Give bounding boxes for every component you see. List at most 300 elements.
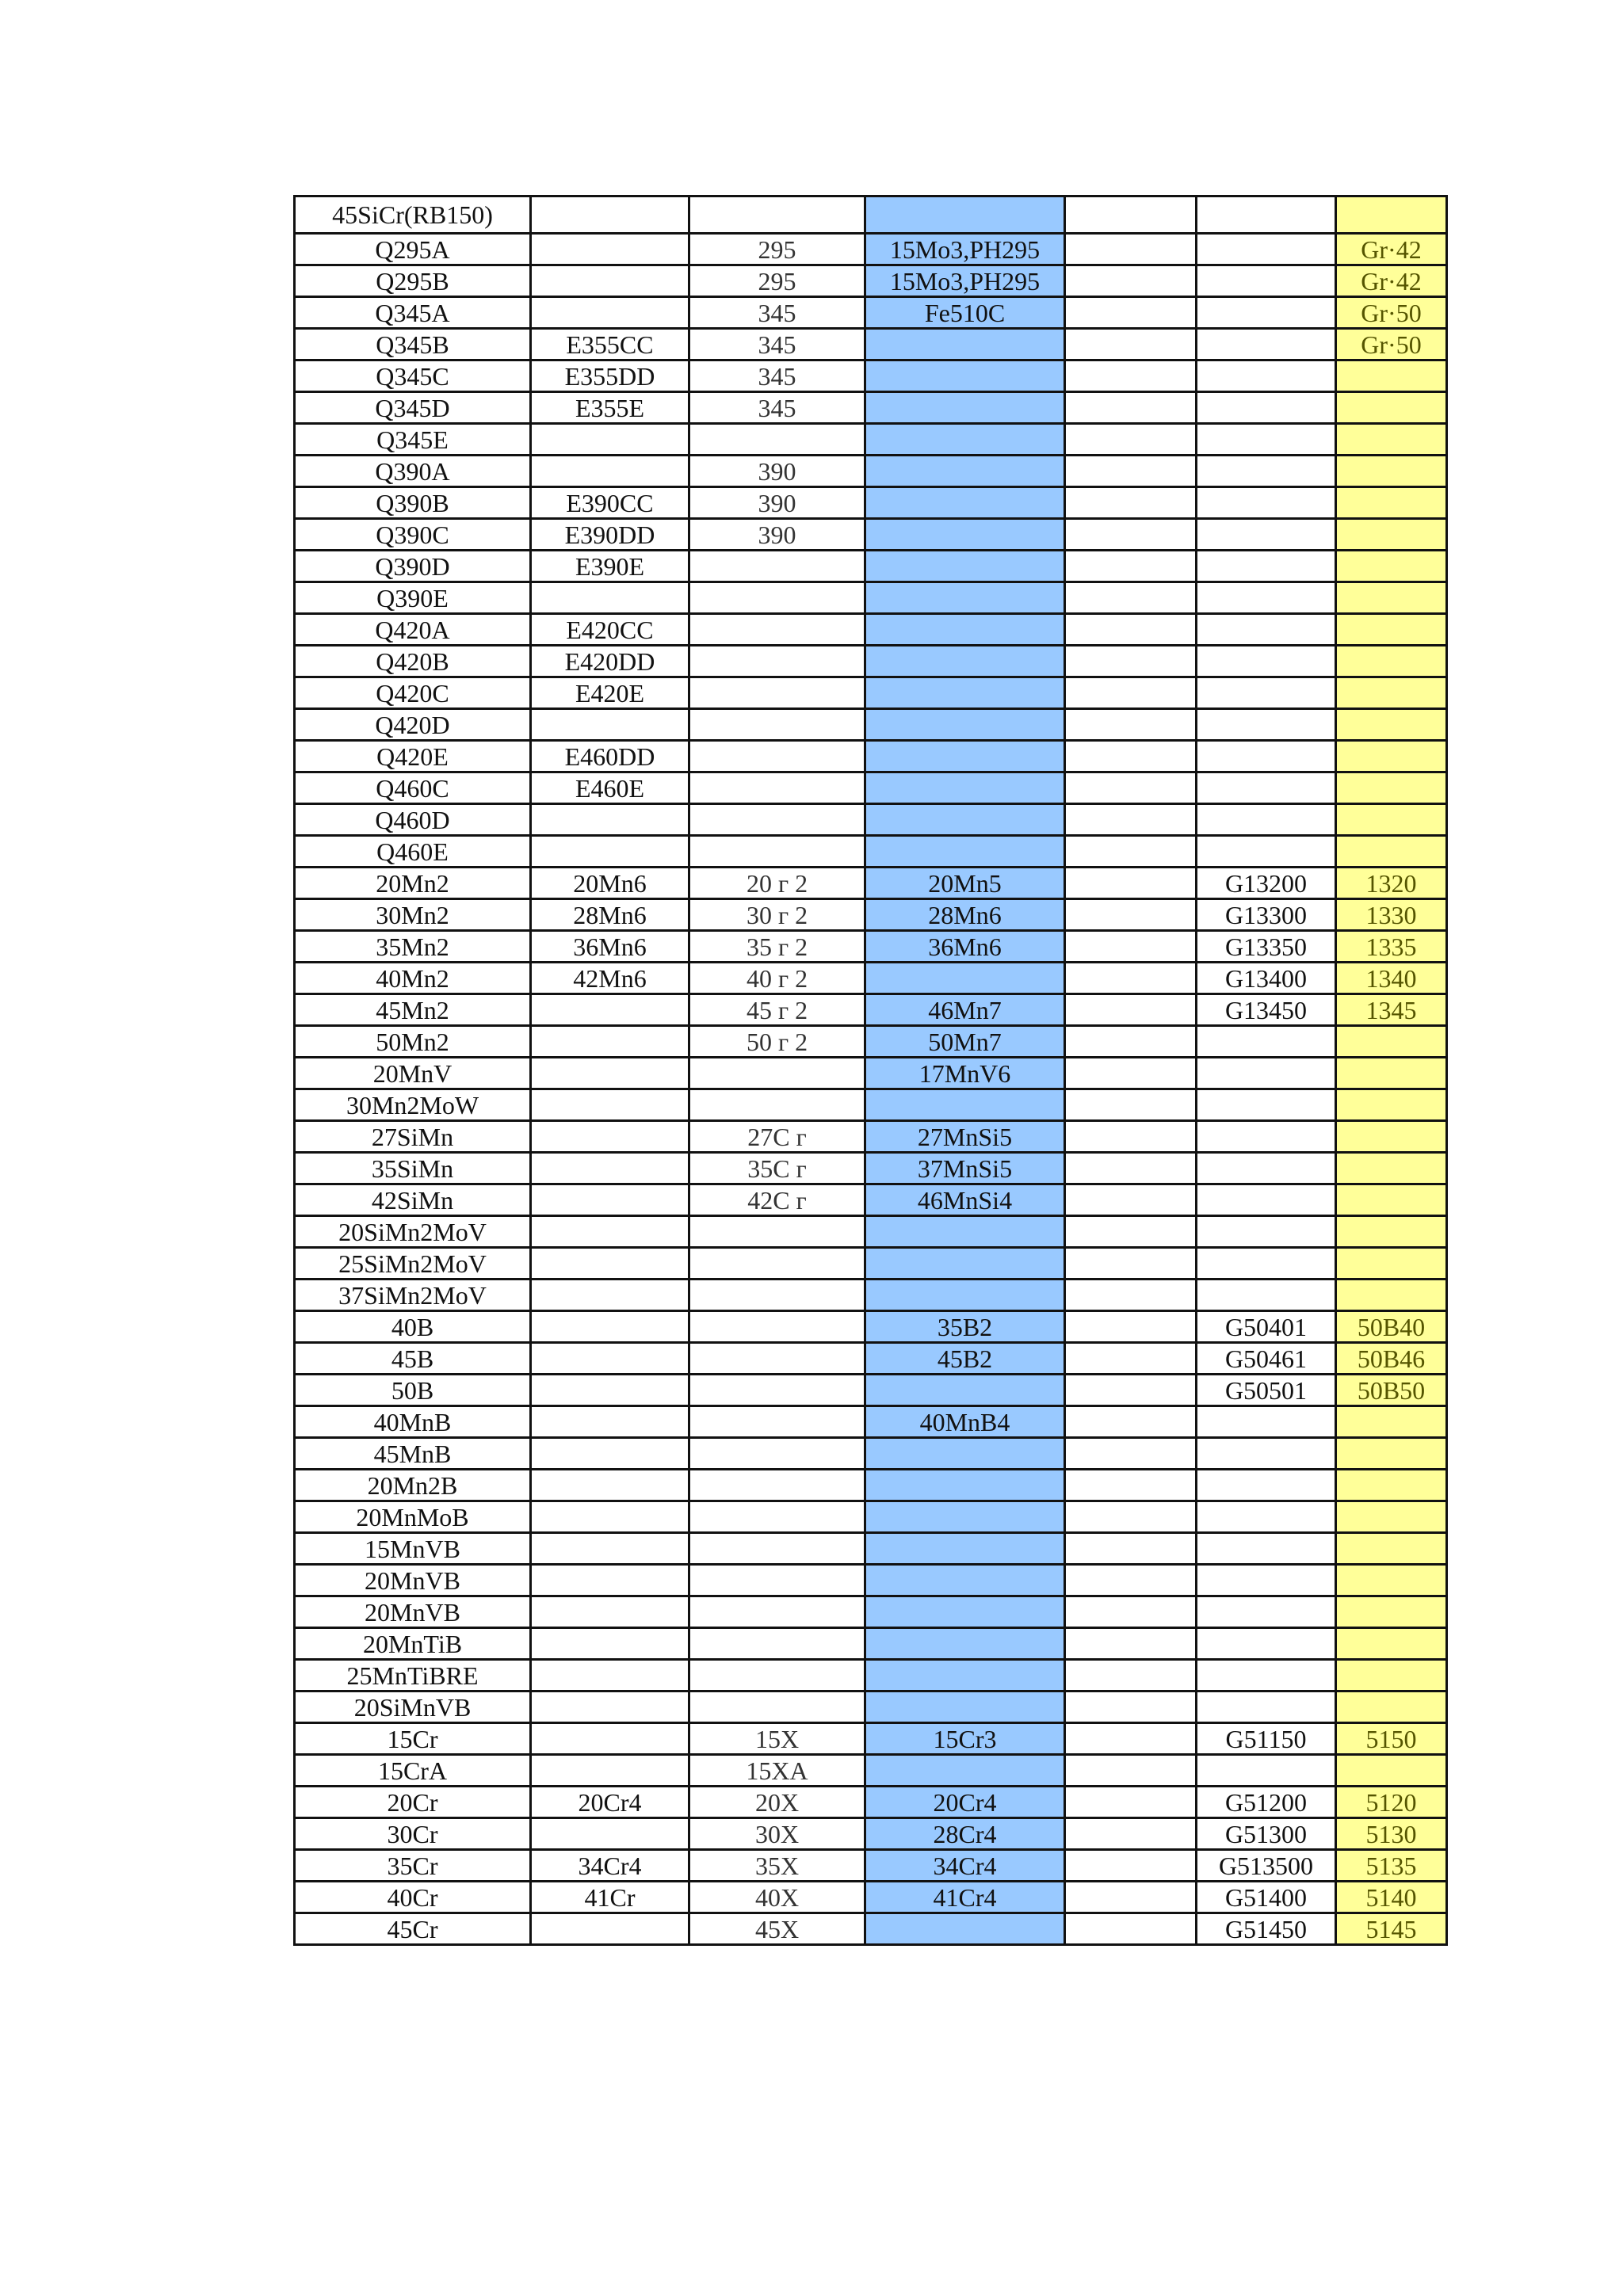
- table-row: [295, 1660, 1447, 1691]
- jis-grade-cell: [1065, 709, 1197, 741]
- gost-grade-cell: [689, 1438, 865, 1470]
- jis-grade-cell: [1065, 741, 1197, 772]
- table-row: [295, 614, 1447, 646]
- jis-grade-cell: [1065, 994, 1197, 1026]
- jis-grade-cell: [1065, 931, 1197, 963]
- iso-grade-cell: [531, 804, 689, 836]
- table-row: [295, 487, 1447, 519]
- uns-grade-cell: G51300: [1197, 1818, 1336, 1850]
- table-row: [295, 1596, 1447, 1628]
- aisi-grade-cell: [1336, 677, 1447, 709]
- table-row: [295, 1818, 1447, 1850]
- jis-grade-cell: [1065, 234, 1197, 265]
- table-row: [295, 646, 1447, 677]
- uns-grade-cell: [1197, 1026, 1336, 1058]
- gb-grade-cell: 45B: [295, 1343, 531, 1375]
- table-row: [295, 329, 1447, 360]
- din-grade-cell: [865, 1501, 1065, 1533]
- gost-grade-cell: 30 г 2: [689, 899, 865, 931]
- uns-grade-cell: [1197, 456, 1336, 487]
- uns-grade-cell: [1197, 234, 1336, 265]
- uns-grade-cell: [1197, 1280, 1336, 1311]
- table-row: [295, 424, 1447, 456]
- gost-grade-cell: [689, 741, 865, 772]
- table-row: [295, 1375, 1447, 1406]
- din-grade-cell: 28Mn6: [865, 899, 1065, 931]
- aisi-grade-cell: [1336, 741, 1447, 772]
- din-grade-cell: 41Cr4: [865, 1882, 1065, 1913]
- uns-grade-cell: G513500: [1197, 1850, 1336, 1882]
- iso-grade-cell: [531, 1913, 689, 1945]
- iso-grade-cell: [531, 1375, 689, 1406]
- din-grade-cell: [865, 582, 1065, 614]
- gb-grade-cell: 20MnTiB: [295, 1628, 531, 1660]
- din-grade-cell: 46Mn7: [865, 994, 1065, 1026]
- din-grade-cell: 28Cr4: [865, 1818, 1065, 1850]
- iso-grade-cell: [531, 582, 689, 614]
- table-row: [295, 1565, 1447, 1596]
- gost-grade-cell: 295: [689, 234, 865, 265]
- gb-grade-cell: Q460C: [295, 772, 531, 804]
- din-grade-cell: 45B2: [865, 1343, 1065, 1375]
- iso-grade-cell: 28Mn6: [531, 899, 689, 931]
- table-row: [295, 519, 1447, 551]
- gost-grade-cell: 295: [689, 265, 865, 297]
- table-row: [295, 1723, 1447, 1755]
- uns-grade-cell: G51450: [1197, 1913, 1336, 1945]
- iso-grade-cell: [531, 1660, 689, 1691]
- jis-grade-cell: [1065, 1216, 1197, 1248]
- gost-grade-cell: 345: [689, 360, 865, 392]
- jis-grade-cell: [1065, 1913, 1197, 1945]
- aisi-grade-cell: [1336, 1691, 1447, 1723]
- gb-grade-cell: Q460D: [295, 804, 531, 836]
- gb-grade-cell: 45MnB: [295, 1438, 531, 1470]
- uns-grade-cell: G13200: [1197, 868, 1336, 899]
- table-row: [295, 1121, 1447, 1153]
- gb-grade-cell: Q420E: [295, 741, 531, 772]
- jis-grade-cell: [1065, 1026, 1197, 1058]
- table-row: [295, 196, 1447, 234]
- gb-grade-cell: 20Mn2: [295, 868, 531, 899]
- iso-grade-cell: [531, 1438, 689, 1470]
- table-row: [295, 1343, 1447, 1375]
- uns-grade-cell: [1197, 1533, 1336, 1565]
- aisi-grade-cell: [1336, 551, 1447, 582]
- iso-grade-cell: E355DD: [531, 360, 689, 392]
- table-row: [295, 1913, 1447, 1945]
- gb-grade-cell: 40B: [295, 1311, 531, 1343]
- iso-grade-cell: [531, 265, 689, 297]
- din-grade-cell: 37MnSi5: [865, 1153, 1065, 1184]
- gost-grade-cell: 345: [689, 392, 865, 424]
- din-grade-cell: [865, 329, 1065, 360]
- din-grade-cell: Fe510C: [865, 297, 1065, 329]
- gb-grade-cell: 35Mn2: [295, 931, 531, 963]
- din-grade-cell: [865, 1470, 1065, 1501]
- din-grade-cell: [865, 1691, 1065, 1723]
- gb-grade-cell: 40Mn2: [295, 963, 531, 994]
- gb-grade-cell: 20SiMnVB: [295, 1691, 531, 1723]
- jis-grade-cell: [1065, 1375, 1197, 1406]
- iso-grade-cell: [531, 836, 689, 868]
- din-grade-cell: [865, 196, 1065, 234]
- jis-grade-cell: [1065, 1818, 1197, 1850]
- gost-grade-cell: 390: [689, 487, 865, 519]
- aisi-grade-cell: [1336, 836, 1447, 868]
- uns-grade-cell: [1197, 1470, 1336, 1501]
- gb-grade-cell: Q420D: [295, 709, 531, 741]
- jis-grade-cell: [1065, 1723, 1197, 1755]
- uns-grade-cell: [1197, 804, 1336, 836]
- gost-grade-cell: 35 г 2: [689, 931, 865, 963]
- table-row: [295, 963, 1447, 994]
- iso-grade-cell: [531, 1596, 689, 1628]
- din-grade-cell: 15Mo3,PH295: [865, 234, 1065, 265]
- uns-grade-cell: [1197, 1058, 1336, 1089]
- table-row: [295, 836, 1447, 868]
- aisi-grade-cell: [1336, 646, 1447, 677]
- aisi-grade-cell: 1345: [1336, 994, 1447, 1026]
- uns-grade-cell: [1197, 1184, 1336, 1216]
- iso-grade-cell: [531, 424, 689, 456]
- gb-grade-cell: 15Cr: [295, 1723, 531, 1755]
- din-grade-cell: [865, 677, 1065, 709]
- jis-grade-cell: [1065, 963, 1197, 994]
- jis-grade-cell: [1065, 1280, 1197, 1311]
- gost-grade-cell: [689, 1375, 865, 1406]
- jis-grade-cell: [1065, 1184, 1197, 1216]
- din-grade-cell: [865, 1438, 1065, 1470]
- gost-grade-cell: [689, 1280, 865, 1311]
- table-row: [295, 709, 1447, 741]
- aisi-grade-cell: [1336, 196, 1447, 234]
- aisi-grade-cell: [1336, 614, 1447, 646]
- iso-grade-cell: E390CC: [531, 487, 689, 519]
- gb-grade-cell: 45SiCr(RB150): [295, 196, 531, 234]
- iso-grade-cell: [531, 1058, 689, 1089]
- aisi-grade-cell: [1336, 1248, 1447, 1280]
- din-grade-cell: [865, 392, 1065, 424]
- table-row: [295, 741, 1447, 772]
- gost-grade-cell: 40X: [689, 1882, 865, 1913]
- table-row: [295, 1280, 1447, 1311]
- aisi-grade-cell: 5130: [1336, 1818, 1447, 1850]
- gb-grade-cell: Q345A: [295, 297, 531, 329]
- iso-grade-cell: [531, 1216, 689, 1248]
- jis-grade-cell: [1065, 1533, 1197, 1565]
- jis-grade-cell: [1065, 1596, 1197, 1628]
- jis-grade-cell: [1065, 677, 1197, 709]
- jis-grade-cell: [1065, 1628, 1197, 1660]
- table-row: [295, 1850, 1447, 1882]
- gb-grade-cell: Q295B: [295, 265, 531, 297]
- jis-grade-cell: [1065, 1089, 1197, 1121]
- gb-grade-cell: 20Mn2B: [295, 1470, 531, 1501]
- din-grade-cell: 15Mo3,PH295: [865, 265, 1065, 297]
- din-grade-cell: [865, 1533, 1065, 1565]
- iso-grade-cell: E390E: [531, 551, 689, 582]
- uns-grade-cell: [1197, 1153, 1336, 1184]
- aisi-grade-cell: [1336, 392, 1447, 424]
- uns-grade-cell: G50501: [1197, 1375, 1336, 1406]
- aisi-grade-cell: [1336, 1216, 1447, 1248]
- aisi-grade-cell: [1336, 1058, 1447, 1089]
- table-row: [295, 392, 1447, 424]
- aisi-grade-cell: [1336, 1660, 1447, 1691]
- din-grade-cell: [865, 804, 1065, 836]
- gost-grade-cell: 20X: [689, 1787, 865, 1818]
- din-grade-cell: 17MnV6: [865, 1058, 1065, 1089]
- gost-grade-cell: [689, 709, 865, 741]
- jis-grade-cell: [1065, 1438, 1197, 1470]
- uns-grade-cell: [1197, 677, 1336, 709]
- din-grade-cell: [865, 1089, 1065, 1121]
- table-row: [295, 551, 1447, 582]
- uns-grade-cell: G51400: [1197, 1882, 1336, 1913]
- table-row: [295, 582, 1447, 614]
- aisi-grade-cell: [1336, 582, 1447, 614]
- table-row: [295, 1882, 1447, 1913]
- gost-grade-cell: 390: [689, 456, 865, 487]
- aisi-grade-cell: [1336, 456, 1447, 487]
- aisi-grade-cell: 1340: [1336, 963, 1447, 994]
- gb-grade-cell: 15MnVB: [295, 1533, 531, 1565]
- gost-grade-cell: 45X: [689, 1913, 865, 1945]
- jis-grade-cell: [1065, 1248, 1197, 1280]
- gost-grade-cell: 50 г 2: [689, 1026, 865, 1058]
- table-row: [295, 1691, 1447, 1723]
- jis-grade-cell: [1065, 836, 1197, 868]
- gost-grade-cell: [689, 646, 865, 677]
- aisi-grade-cell: [1336, 772, 1447, 804]
- din-grade-cell: [865, 1913, 1065, 1945]
- din-grade-cell: [865, 1248, 1065, 1280]
- table-row: [295, 1089, 1447, 1121]
- uns-grade-cell: [1197, 1406, 1336, 1438]
- iso-grade-cell: [531, 1470, 689, 1501]
- aisi-grade-cell: [1336, 1501, 1447, 1533]
- iso-grade-cell: [531, 1184, 689, 1216]
- table-row: [295, 1311, 1447, 1343]
- gb-grade-cell: 15CrA: [295, 1755, 531, 1787]
- table-row: [295, 1470, 1447, 1501]
- jis-grade-cell: [1065, 1153, 1197, 1184]
- iso-grade-cell: [531, 1153, 689, 1184]
- iso-grade-cell: [531, 1533, 689, 1565]
- gost-grade-cell: [689, 196, 865, 234]
- table-row: [295, 1248, 1447, 1280]
- din-grade-cell: 35B2: [865, 1311, 1065, 1343]
- din-grade-cell: [865, 1660, 1065, 1691]
- aisi-grade-cell: [1336, 1026, 1447, 1058]
- iso-grade-cell: [531, 1089, 689, 1121]
- iso-grade-cell: [531, 994, 689, 1026]
- table-row: [295, 1184, 1447, 1216]
- gost-grade-cell: [689, 1470, 865, 1501]
- gb-grade-cell: Q420B: [295, 646, 531, 677]
- gb-grade-cell: 40MnB: [295, 1406, 531, 1438]
- iso-grade-cell: [531, 196, 689, 234]
- iso-grade-cell: [531, 1248, 689, 1280]
- jis-grade-cell: [1065, 392, 1197, 424]
- uns-grade-cell: [1197, 836, 1336, 868]
- gb-grade-cell: 20SiMn2MoV: [295, 1216, 531, 1248]
- aisi-grade-cell: [1336, 1470, 1447, 1501]
- jis-grade-cell: [1065, 265, 1197, 297]
- uns-grade-cell: [1197, 614, 1336, 646]
- uns-grade-cell: [1197, 1216, 1336, 1248]
- iso-grade-cell: E460DD: [531, 741, 689, 772]
- table-row: [295, 804, 1447, 836]
- din-grade-cell: 20Cr4: [865, 1787, 1065, 1818]
- iso-grade-cell: E460E: [531, 772, 689, 804]
- gb-grade-cell: Q390E: [295, 582, 531, 614]
- iso-grade-cell: [531, 1311, 689, 1343]
- aisi-grade-cell: 50B50: [1336, 1375, 1447, 1406]
- gost-grade-cell: 20 г 2: [689, 868, 865, 899]
- aisi-grade-cell: 50B40: [1336, 1311, 1447, 1343]
- din-grade-cell: [865, 1280, 1065, 1311]
- table-row: [295, 265, 1447, 297]
- aisi-grade-cell: [1336, 519, 1447, 551]
- iso-grade-cell: [531, 1343, 689, 1375]
- iso-grade-cell: 20Mn6: [531, 868, 689, 899]
- jis-grade-cell: [1065, 582, 1197, 614]
- aisi-grade-cell: [1336, 709, 1447, 741]
- gb-grade-cell: 20MnMoB: [295, 1501, 531, 1533]
- table-row: [295, 868, 1447, 899]
- table-row: [295, 1153, 1447, 1184]
- aisi-grade-cell: [1336, 1755, 1447, 1787]
- aisi-grade-cell: [1336, 1438, 1447, 1470]
- table-row: [295, 360, 1447, 392]
- gb-grade-cell: Q390C: [295, 519, 531, 551]
- din-grade-cell: [865, 646, 1065, 677]
- aisi-grade-cell: Gr·50: [1336, 297, 1447, 329]
- aisi-grade-cell: [1336, 424, 1447, 456]
- iso-grade-cell: [531, 234, 689, 265]
- jis-grade-cell: [1065, 1882, 1197, 1913]
- table-row: [295, 899, 1447, 931]
- iso-grade-cell: [531, 297, 689, 329]
- gost-grade-cell: 15XA: [689, 1755, 865, 1787]
- din-grade-cell: 40MnB4: [865, 1406, 1065, 1438]
- uns-grade-cell: [1197, 1121, 1336, 1153]
- gb-grade-cell: Q345E: [295, 424, 531, 456]
- gb-grade-cell: Q420A: [295, 614, 531, 646]
- uns-grade-cell: G13450: [1197, 994, 1336, 1026]
- gost-grade-cell: [689, 582, 865, 614]
- jis-grade-cell: [1065, 1406, 1197, 1438]
- gb-grade-cell: Q460E: [295, 836, 531, 868]
- gost-grade-cell: 345: [689, 297, 865, 329]
- din-grade-cell: [865, 1375, 1065, 1406]
- jis-grade-cell: [1065, 772, 1197, 804]
- din-grade-cell: 50Mn7: [865, 1026, 1065, 1058]
- iso-grade-cell: [531, 1755, 689, 1787]
- uns-grade-cell: [1197, 1089, 1336, 1121]
- gost-grade-cell: [689, 1565, 865, 1596]
- uns-grade-cell: G51150: [1197, 1723, 1336, 1755]
- uns-grade-cell: G50461: [1197, 1343, 1336, 1375]
- din-grade-cell: [865, 772, 1065, 804]
- gost-grade-cell: 27C г: [689, 1121, 865, 1153]
- aisi-grade-cell: [1336, 1628, 1447, 1660]
- gost-grade-cell: [689, 1596, 865, 1628]
- uns-grade-cell: [1197, 265, 1336, 297]
- gost-grade-cell: 40 г 2: [689, 963, 865, 994]
- gb-grade-cell: 20MnVB: [295, 1565, 531, 1596]
- din-grade-cell: [865, 519, 1065, 551]
- table-row: [295, 1026, 1447, 1058]
- aisi-grade-cell: [1336, 1184, 1447, 1216]
- gb-grade-cell: 25SiMn2MoV: [295, 1248, 531, 1280]
- gost-grade-cell: [689, 1533, 865, 1565]
- jis-grade-cell: [1065, 1660, 1197, 1691]
- aisi-grade-cell: [1336, 360, 1447, 392]
- gb-grade-cell: 40Cr: [295, 1882, 531, 1913]
- aisi-grade-cell: [1336, 1533, 1447, 1565]
- aisi-grade-cell: [1336, 804, 1447, 836]
- aisi-grade-cell: [1336, 487, 1447, 519]
- iso-grade-cell: 36Mn6: [531, 931, 689, 963]
- gost-grade-cell: 35X: [689, 1850, 865, 1882]
- jis-grade-cell: [1065, 1565, 1197, 1596]
- gost-grade-cell: 345: [689, 329, 865, 360]
- gb-grade-cell: 30Mn2MoW: [295, 1089, 531, 1121]
- uns-grade-cell: G13350: [1197, 931, 1336, 963]
- gb-grade-cell: Q390A: [295, 456, 531, 487]
- uns-grade-cell: [1197, 551, 1336, 582]
- gost-grade-cell: [689, 1216, 865, 1248]
- steel-grade-comparison-table: [293, 195, 1448, 1946]
- gost-grade-cell: [689, 1058, 865, 1089]
- table-row: [295, 1058, 1447, 1089]
- uns-grade-cell: [1197, 424, 1336, 456]
- jis-grade-cell: [1065, 360, 1197, 392]
- aisi-grade-cell: 50B46: [1336, 1343, 1447, 1375]
- jis-grade-cell: [1065, 456, 1197, 487]
- table-row: [295, 772, 1447, 804]
- jis-grade-cell: [1065, 1691, 1197, 1723]
- gb-grade-cell: 37SiMn2MoV: [295, 1280, 531, 1311]
- iso-grade-cell: [531, 1026, 689, 1058]
- aisi-grade-cell: 1335: [1336, 931, 1447, 963]
- iso-grade-cell: [531, 1406, 689, 1438]
- aisi-grade-cell: 5135: [1336, 1850, 1447, 1882]
- gost-grade-cell: [689, 1501, 865, 1533]
- table-row: [295, 1787, 1447, 1818]
- gost-grade-cell: 15X: [689, 1723, 865, 1755]
- jis-grade-cell: [1065, 1470, 1197, 1501]
- aisi-grade-cell: 5140: [1336, 1882, 1447, 1913]
- gost-grade-cell: [689, 772, 865, 804]
- gb-grade-cell: 50B: [295, 1375, 531, 1406]
- gost-grade-cell: 35C г: [689, 1153, 865, 1184]
- uns-grade-cell: [1197, 392, 1336, 424]
- gost-grade-cell: [689, 551, 865, 582]
- jis-grade-cell: [1065, 519, 1197, 551]
- gb-grade-cell: 27SiMn: [295, 1121, 531, 1153]
- uns-grade-cell: [1197, 1596, 1336, 1628]
- iso-grade-cell: 41Cr: [531, 1882, 689, 1913]
- gost-grade-cell: [689, 836, 865, 868]
- iso-grade-cell: 34Cr4: [531, 1850, 689, 1882]
- iso-grade-cell: E420CC: [531, 614, 689, 646]
- jis-grade-cell: [1065, 1121, 1197, 1153]
- table-row: [295, 1755, 1447, 1787]
